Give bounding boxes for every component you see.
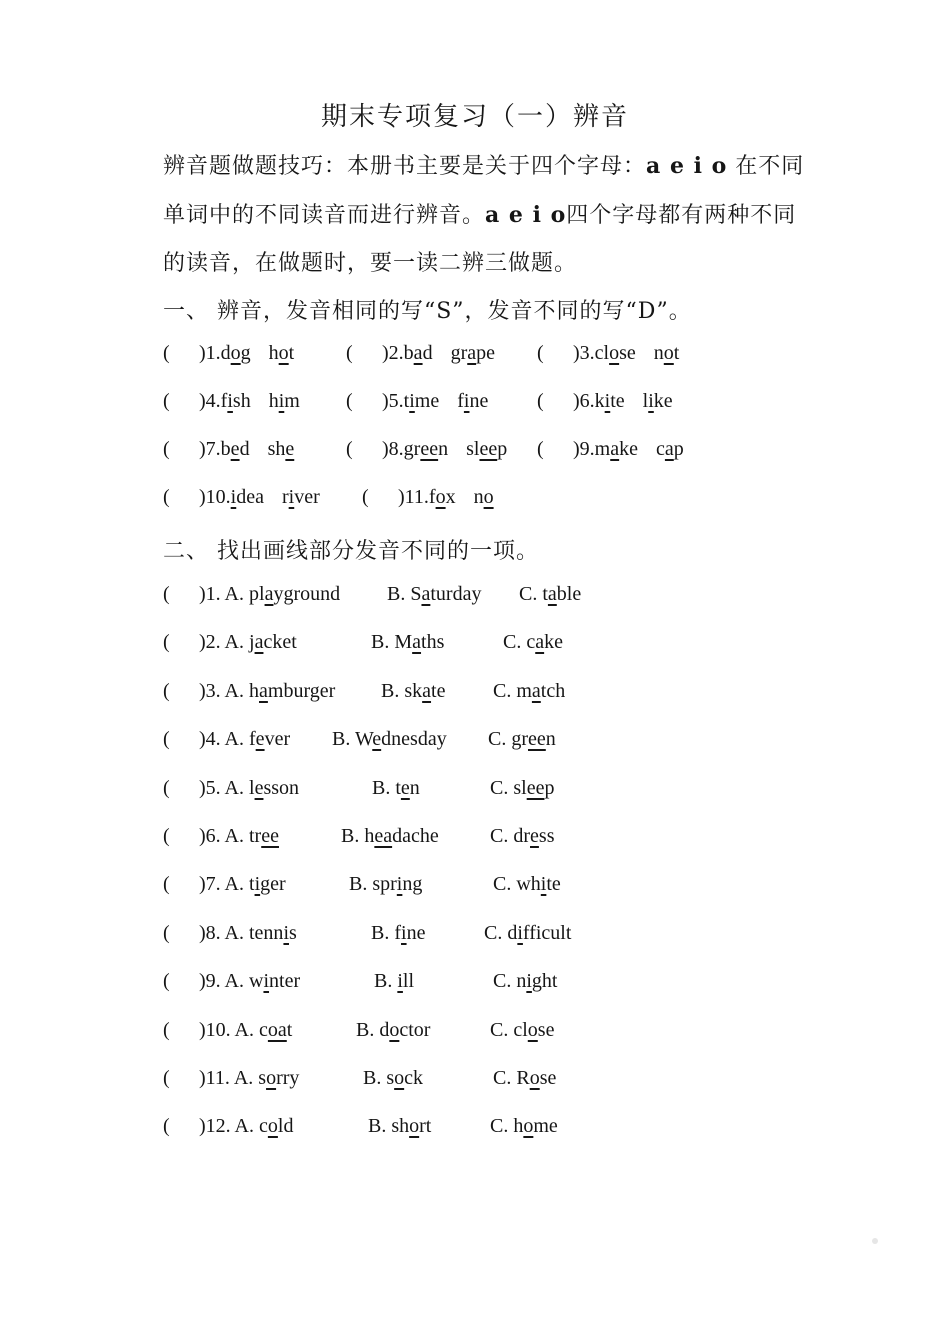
intro-text-3: 四个字母都有两种不同的读音，在做题时，要一读二辨三做题。 bbox=[163, 203, 797, 276]
option-b: spring bbox=[372, 873, 423, 896]
option-c: green bbox=[511, 728, 556, 751]
sound-pair-question bbox=[163, 438, 294, 461]
option-b-cell: B. spring bbox=[349, 873, 423, 896]
option-b: doctor bbox=[379, 1018, 431, 1041]
sound-pair-question bbox=[163, 486, 320, 509]
question-number: )10. A. bbox=[199, 1018, 259, 1041]
sound-pair-question bbox=[346, 438, 507, 461]
question-number: )7. bbox=[199, 438, 221, 460]
option-c: difficult bbox=[507, 921, 572, 944]
answer-blank[interactable]: ( bbox=[163, 825, 170, 847]
answer-blank[interactable]: ( bbox=[163, 1115, 170, 1138]
answer-blank[interactable]: ( bbox=[163, 583, 170, 605]
option-a: playground bbox=[249, 583, 341, 605]
answer-blank[interactable]: ( bbox=[163, 438, 170, 460]
word-2: sleep bbox=[466, 438, 508, 460]
answer-blank[interactable]: ( bbox=[163, 921, 170, 944]
word-2: she bbox=[267, 438, 295, 460]
odd-one-out-question bbox=[163, 631, 297, 654]
option-c: dress bbox=[513, 825, 555, 847]
option-a: tennis bbox=[249, 921, 297, 944]
option-b: short bbox=[391, 1115, 432, 1138]
option-b: headache bbox=[364, 825, 439, 847]
option-c-cell: C. night bbox=[493, 970, 558, 993]
option-b-cell: B. doctor bbox=[356, 1018, 431, 1041]
option-c: table bbox=[542, 583, 582, 605]
question-number: )6. bbox=[573, 390, 595, 412]
word-2: like bbox=[642, 390, 673, 412]
answer-blank[interactable]: ( bbox=[346, 438, 353, 460]
option-c-cell: C. Rose bbox=[493, 1067, 557, 1089]
word-1: time bbox=[403, 390, 440, 412]
section-1-title: 一、 辨音，发音相同的写“S”，发音不同的写“D”。 bbox=[163, 299, 692, 324]
option-b: fine bbox=[394, 921, 426, 944]
answer-blank[interactable]: ( bbox=[163, 342, 170, 364]
option-c-cell: C. close bbox=[490, 1018, 555, 1041]
option-a: cold bbox=[259, 1115, 294, 1138]
odd-one-out-question bbox=[163, 1067, 299, 1090]
option-a: fever bbox=[249, 728, 291, 751]
sound-pair-question bbox=[537, 342, 679, 365]
option-a: coat bbox=[259, 1018, 293, 1041]
question-number: )7. A. bbox=[199, 873, 249, 896]
option-b-cell: B. Wednesday bbox=[332, 728, 447, 751]
odd-one-out-question bbox=[163, 825, 279, 848]
word-2: fine bbox=[457, 390, 489, 412]
word-2: hot bbox=[268, 342, 295, 364]
option-c-cell: C. match bbox=[493, 679, 566, 702]
answer-blank[interactable]: ( bbox=[346, 390, 353, 412]
answer-blank[interactable]: ( bbox=[537, 438, 544, 460]
page-title: 期末专项复习（一）辨音 bbox=[320, 102, 629, 132]
word-1: fish bbox=[220, 390, 251, 412]
question-number: )3. bbox=[573, 342, 595, 364]
sound-pair-question bbox=[346, 390, 488, 413]
question-number: )2. bbox=[382, 342, 404, 364]
answer-blank[interactable]: ( bbox=[163, 728, 170, 751]
option-a: tree bbox=[249, 825, 279, 847]
answer-blank[interactable]: ( bbox=[163, 873, 170, 896]
option-b: Maths bbox=[394, 631, 445, 654]
option-a: hamburger bbox=[249, 679, 336, 702]
option-b-cell: B. headache bbox=[341, 825, 439, 847]
option-b-cell: B. Saturday bbox=[387, 583, 482, 605]
word-1: bed bbox=[220, 438, 250, 460]
option-c-cell: C. difficult bbox=[484, 921, 572, 944]
option-b-cell: B. Maths bbox=[371, 631, 445, 654]
option-a: tiger bbox=[249, 873, 286, 896]
intro-letters-2: a e i o bbox=[485, 202, 567, 228]
word-2: river bbox=[282, 486, 320, 508]
option-b-cell: B. short bbox=[368, 1115, 432, 1138]
word-1: fox bbox=[428, 486, 456, 508]
option-a: winter bbox=[249, 970, 301, 993]
odd-one-out-question bbox=[163, 680, 335, 703]
question-number: )5. A. bbox=[199, 776, 249, 799]
question-number: )9. bbox=[573, 438, 595, 460]
question-number: )1. bbox=[199, 342, 221, 364]
odd-one-out-question bbox=[163, 1019, 292, 1042]
option-c: match bbox=[516, 679, 566, 702]
word-2: him bbox=[268, 390, 300, 412]
intro-text-2: 在不同单词中的不同读音而进行辨音。 bbox=[163, 154, 805, 228]
word-1: green bbox=[403, 438, 449, 460]
option-b-cell: B. skate bbox=[381, 679, 446, 702]
option-c-cell: C. table bbox=[519, 583, 582, 605]
word-1: make bbox=[594, 438, 639, 460]
answer-blank[interactable]: ( bbox=[163, 1067, 170, 1089]
option-a: sorry bbox=[258, 1067, 300, 1089]
option-c: cake bbox=[526, 631, 564, 654]
question-number: )8. A. bbox=[199, 921, 249, 944]
scan-mark bbox=[872, 1238, 878, 1244]
option-c: night bbox=[516, 970, 558, 993]
option-b: Wednesday bbox=[354, 728, 447, 751]
word-1: close bbox=[594, 342, 636, 364]
question-number: )9. A. bbox=[199, 970, 249, 993]
intro-text-1: 本册书主要是关于四个字母： bbox=[347, 154, 647, 179]
question-number: )5. bbox=[382, 390, 404, 412]
option-b: skate bbox=[404, 679, 446, 702]
answer-blank[interactable]: ( bbox=[163, 776, 170, 799]
question-number: )11. bbox=[398, 486, 429, 508]
odd-one-out-question bbox=[163, 583, 340, 606]
option-c-cell: C. white bbox=[493, 873, 561, 896]
odd-one-out-question bbox=[163, 970, 300, 993]
answer-blank[interactable]: ( bbox=[163, 631, 170, 654]
question-number: )3. A. bbox=[199, 679, 249, 702]
intro-lead: 辨音题做题技巧： bbox=[163, 154, 348, 179]
option-b: Saturday bbox=[410, 583, 482, 605]
word-1: kite bbox=[594, 390, 625, 412]
option-b: sock bbox=[386, 1067, 424, 1089]
intro-letters: a e i o bbox=[646, 153, 728, 179]
option-b: ill bbox=[397, 970, 415, 993]
option-a: jacket bbox=[249, 631, 297, 654]
sound-pair-question bbox=[537, 390, 673, 413]
question-number: )4. bbox=[199, 390, 221, 412]
sound-pair-question bbox=[362, 486, 494, 509]
answer-blank[interactable]: ( bbox=[163, 679, 170, 702]
word-1: bad bbox=[403, 342, 433, 364]
answer-blank[interactable]: ( bbox=[537, 342, 544, 364]
sound-pair-question bbox=[163, 342, 294, 365]
word-2: cap bbox=[656, 438, 684, 460]
answer-blank[interactable]: ( bbox=[362, 486, 369, 508]
odd-one-out-question bbox=[163, 873, 286, 896]
question-number: )1. A. bbox=[199, 583, 249, 605]
question-number: )4. A. bbox=[199, 728, 249, 751]
sound-pair-question bbox=[163, 390, 300, 413]
word-2: no bbox=[473, 486, 494, 508]
answer-blank[interactable]: ( bbox=[163, 486, 170, 508]
question-number: )12. A. bbox=[199, 1115, 259, 1138]
answer-blank[interactable]: ( bbox=[537, 390, 544, 412]
odd-one-out-question bbox=[163, 1115, 293, 1138]
answer-blank[interactable]: ( bbox=[346, 342, 353, 364]
option-a: lesson bbox=[249, 776, 300, 799]
option-b-cell: B. ten bbox=[372, 776, 420, 799]
word-2: grape bbox=[450, 342, 496, 364]
intro-paragraph bbox=[163, 142, 808, 288]
odd-one-out-question bbox=[163, 922, 297, 945]
option-c: sleep bbox=[513, 776, 555, 799]
word-1: idea bbox=[230, 486, 264, 508]
question-number: )10. bbox=[199, 486, 231, 508]
question-number: )6. A. bbox=[199, 825, 249, 847]
sound-pair-question bbox=[346, 342, 495, 365]
option-c-cell: C. dress bbox=[490, 825, 555, 847]
answer-blank[interactable]: ( bbox=[163, 970, 170, 993]
option-c: Rose bbox=[516, 1067, 557, 1089]
answer-blank[interactable]: ( bbox=[163, 1018, 170, 1041]
option-c: white bbox=[516, 873, 561, 896]
sound-pair-question bbox=[537, 438, 684, 461]
option-b-cell: B. ill bbox=[374, 970, 415, 993]
odd-one-out-question bbox=[163, 728, 290, 751]
option-b: ten bbox=[395, 776, 420, 799]
option-c-cell: C. sleep bbox=[490, 776, 555, 799]
option-c: close bbox=[513, 1018, 555, 1041]
option-c: home bbox=[513, 1115, 558, 1138]
option-c-cell: C. home bbox=[490, 1115, 558, 1138]
section-2-title: 二、 找出画线部分发音不同的一项。 bbox=[163, 539, 539, 564]
question-number: )8. bbox=[382, 438, 404, 460]
answer-blank[interactable]: ( bbox=[163, 390, 170, 412]
word-1: dog bbox=[220, 342, 251, 364]
option-c-cell: C. green bbox=[488, 728, 556, 751]
word-2: not bbox=[653, 342, 680, 364]
question-number: )2. A. bbox=[199, 631, 249, 654]
question-number: )11. A. bbox=[199, 1067, 259, 1089]
option-c-cell: C. cake bbox=[503, 631, 564, 654]
option-b-cell: B. sock bbox=[363, 1067, 424, 1089]
odd-one-out-question bbox=[163, 777, 299, 800]
option-b-cell: B. fine bbox=[371, 921, 426, 944]
